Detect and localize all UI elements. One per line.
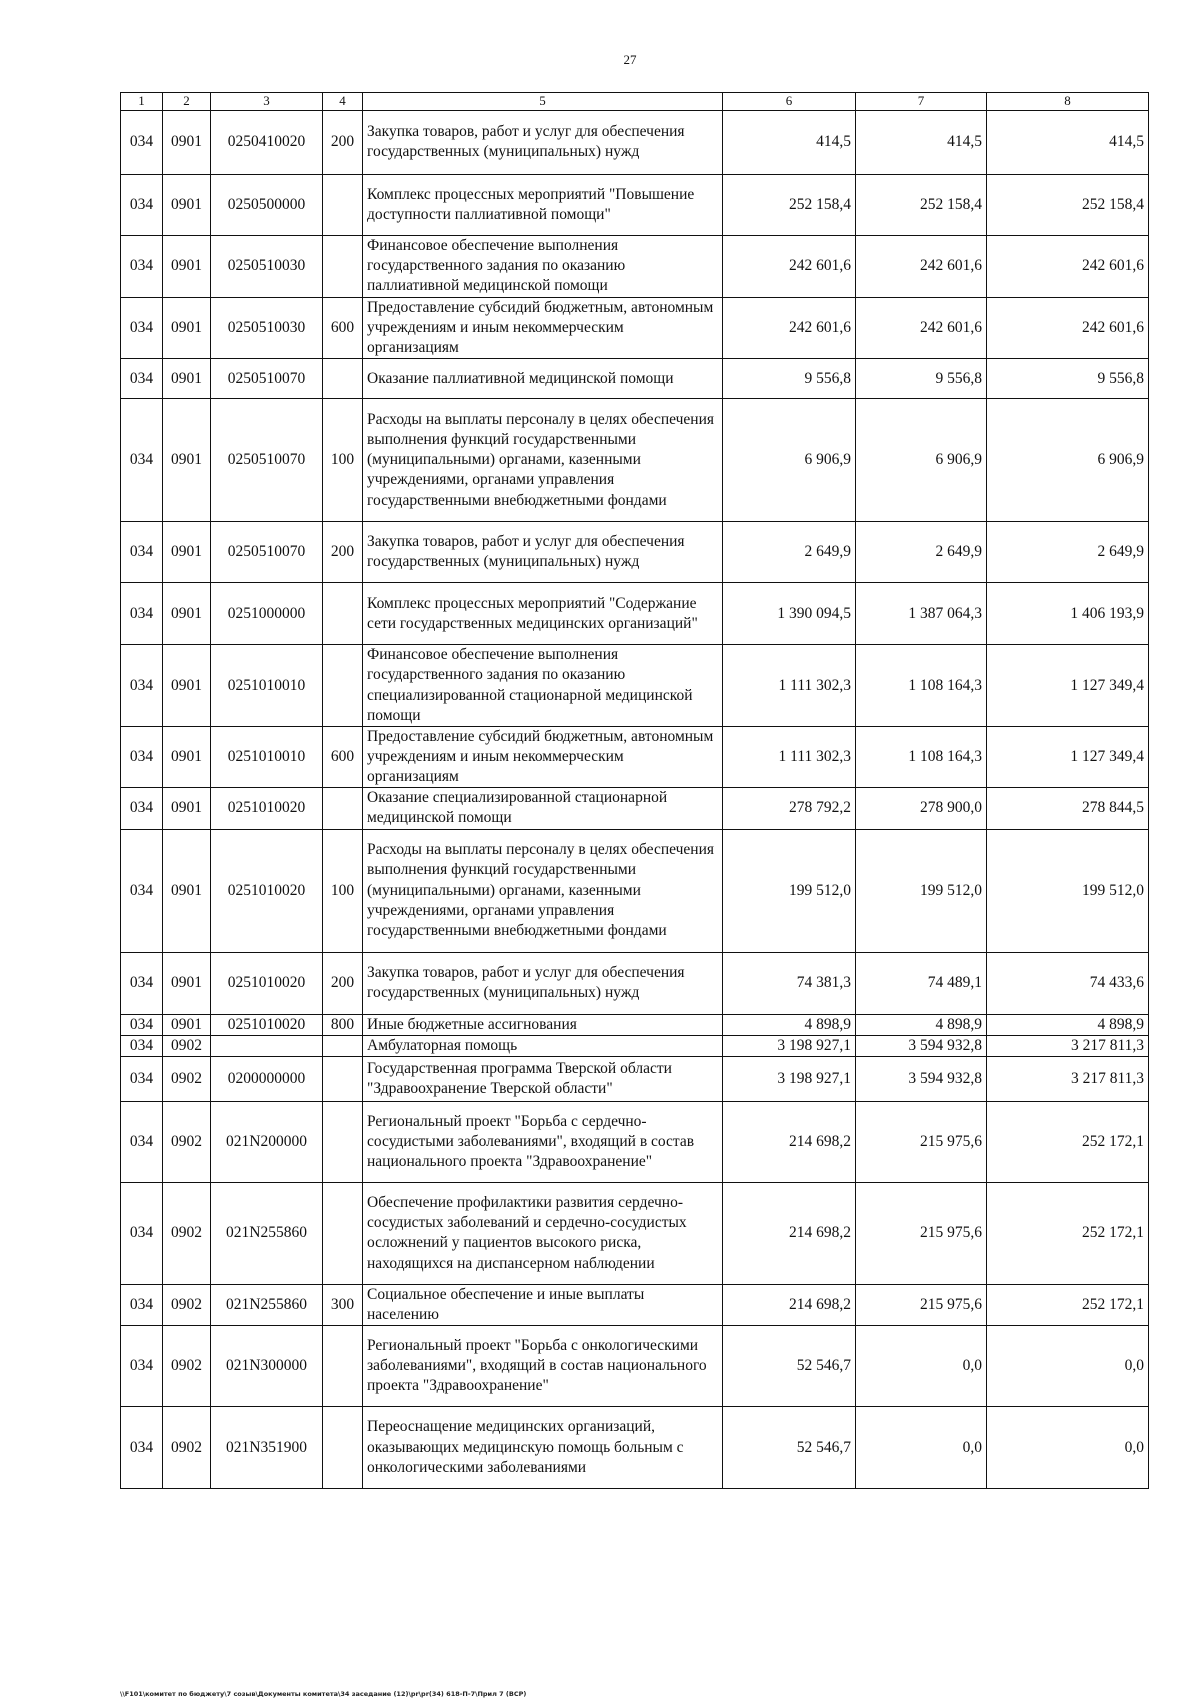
cell-amount-year-3: 0,0 bbox=[987, 1407, 1149, 1489]
cell-amount-year-3: 1 406 193,9 bbox=[987, 583, 1149, 645]
cell-chapter: 034 bbox=[121, 174, 163, 235]
cell-amount-year-1: 9 556,8 bbox=[723, 359, 856, 399]
cell-target-article: 0251010010 bbox=[211, 645, 323, 727]
cell-description: Обеспечение профилактики развития сердечно-сосудистых заболеваний и сердечно-сосудистых осложнений у пациентов высокого риска, находящихся на диспансерном наблюдении bbox=[363, 1182, 723, 1284]
cell-amount-year-3: 1 127 349,4 bbox=[987, 726, 1149, 787]
cell-amount-year-3: 3 217 811,3 bbox=[987, 1035, 1149, 1056]
cell-section: 0901 bbox=[163, 297, 211, 358]
cell-description: Комплекс процессных мероприятий "Содержание сети государственных медицинских организаций" bbox=[363, 583, 723, 645]
cell-target-article: 0250410020 bbox=[211, 110, 323, 174]
cell-section: 0901 bbox=[163, 110, 211, 174]
header-col-6: 6 bbox=[723, 93, 856, 111]
header-col-1: 1 bbox=[121, 93, 163, 111]
cell-amount-year-1: 242 601,6 bbox=[723, 235, 856, 297]
cell-description: Региональный проект "Борьба с сердечно-сосудистыми заболеваниями", входящий в состав национального проекта "Здравоохранение" bbox=[363, 1101, 723, 1182]
cell-amount-year-1: 52 546,7 bbox=[723, 1326, 856, 1407]
cell-amount-year-2: 1 108 164,3 bbox=[856, 726, 987, 787]
footer-file-path: \\F101\комитет по бюджету\7 созыв\Документы комитета\34 заседание (12)\pr\pr(34) 618-П-7\Прил 7 (ВСР) bbox=[120, 1690, 527, 1698]
cell-amount-year-3: 6 906,9 bbox=[987, 399, 1149, 522]
cell-target-article: 0250510070 bbox=[211, 359, 323, 399]
cell-amount-year-2: 3 594 932,8 bbox=[856, 1056, 987, 1101]
cell-amount-year-1: 414,5 bbox=[723, 110, 856, 174]
table-row bbox=[121, 1284, 1149, 1325]
cell-amount-year-3: 3 217 811,3 bbox=[987, 1056, 1149, 1101]
cell-description: Оказание паллиативной медицинской помощи bbox=[363, 359, 723, 399]
table-row bbox=[121, 583, 1149, 645]
cell-amount-year-1: 3 198 927,1 bbox=[723, 1035, 856, 1056]
cell-description: Комплекс процессных мероприятий "Повышение доступности паллиативной помощи" bbox=[363, 174, 723, 235]
cell-amount-year-3: 252 172,1 bbox=[987, 1284, 1149, 1325]
cell-amount-year-1: 199 512,0 bbox=[723, 829, 856, 952]
cell-chapter: 034 bbox=[121, 952, 163, 1014]
table-row bbox=[121, 1056, 1149, 1101]
cell-amount-year-3: 252 172,1 bbox=[987, 1101, 1149, 1182]
cell-section: 0902 bbox=[163, 1182, 211, 1284]
cell-section: 0902 bbox=[163, 1326, 211, 1407]
cell-amount-year-2: 0,0 bbox=[856, 1326, 987, 1407]
cell-amount-year-2: 9 556,8 bbox=[856, 359, 987, 399]
cell-expense-type bbox=[323, 1101, 363, 1182]
cell-section: 0901 bbox=[163, 829, 211, 952]
cell-chapter: 034 bbox=[121, 359, 163, 399]
cell-amount-year-2: 0,0 bbox=[856, 1407, 987, 1489]
table-header bbox=[121, 93, 1149, 111]
cell-amount-year-2: 199 512,0 bbox=[856, 829, 987, 952]
table-row bbox=[121, 399, 1149, 522]
cell-chapter: 034 bbox=[121, 297, 163, 358]
cell-section: 0902 bbox=[163, 1035, 211, 1056]
table-row bbox=[121, 110, 1149, 174]
cell-section: 0901 bbox=[163, 235, 211, 297]
cell-description: Амбулаторная помощь bbox=[363, 1035, 723, 1056]
cell-description: Региональный проект "Борьба с онкологическими заболеваниями", входящий в состав национального проекта "Здравоохранение" bbox=[363, 1326, 723, 1407]
cell-description: Финансовое обеспечение выполнения государственного задания по оказанию специализированной стационарной медицинской помощи bbox=[363, 645, 723, 727]
cell-description: Социальное обеспечение и иные выплаты населению bbox=[363, 1284, 723, 1325]
cell-expense-type bbox=[323, 1326, 363, 1407]
cell-amount-year-1: 3 198 927,1 bbox=[723, 1056, 856, 1101]
cell-target-article: 0251010020 bbox=[211, 788, 323, 829]
cell-amount-year-3: 278 844,5 bbox=[987, 788, 1149, 829]
cell-amount-year-2: 242 601,6 bbox=[856, 297, 987, 358]
cell-target-article: 0250510030 bbox=[211, 235, 323, 297]
cell-target-article: 021N200000 bbox=[211, 1101, 323, 1182]
cell-description: Закупка товаров, работ и услуг для обеспечения государственных (муниципальных) нужд bbox=[363, 952, 723, 1014]
cell-section: 0901 bbox=[163, 952, 211, 1014]
cell-target-article: 0251010020 bbox=[211, 1014, 323, 1035]
cell-amount-year-1: 1 390 094,5 bbox=[723, 583, 856, 645]
cell-target-article: 0200000000 bbox=[211, 1056, 323, 1101]
cell-amount-year-3: 9 556,8 bbox=[987, 359, 1149, 399]
cell-amount-year-2: 3 594 932,8 bbox=[856, 1035, 987, 1056]
table-row bbox=[121, 359, 1149, 399]
cell-target-article: 021N255860 bbox=[211, 1284, 323, 1325]
cell-expense-type bbox=[323, 1035, 363, 1056]
cell-amount-year-3: 414,5 bbox=[987, 110, 1149, 174]
header-col-5: 5 bbox=[363, 93, 723, 111]
cell-section: 0901 bbox=[163, 645, 211, 727]
cell-target-article: 021N300000 bbox=[211, 1326, 323, 1407]
cell-chapter: 034 bbox=[121, 726, 163, 787]
cell-section: 0901 bbox=[163, 522, 211, 583]
cell-amount-year-2: 1 108 164,3 bbox=[856, 645, 987, 727]
table-row bbox=[121, 1014, 1149, 1035]
cell-chapter: 034 bbox=[121, 1407, 163, 1489]
table-row bbox=[121, 726, 1149, 787]
header-row bbox=[121, 93, 1149, 111]
header-col-3: 3 bbox=[211, 93, 323, 111]
cell-amount-year-1: 214 698,2 bbox=[723, 1101, 856, 1182]
cell-amount-year-1: 4 898,9 bbox=[723, 1014, 856, 1035]
cell-amount-year-3: 242 601,6 bbox=[987, 235, 1149, 297]
cell-amount-year-3: 199 512,0 bbox=[987, 829, 1149, 952]
cell-amount-year-3: 74 433,6 bbox=[987, 952, 1149, 1014]
cell-expense-type: 600 bbox=[323, 297, 363, 358]
cell-expense-type: 200 bbox=[323, 952, 363, 1014]
cell-amount-year-1: 1 111 302,3 bbox=[723, 645, 856, 727]
cell-expense-type: 600 bbox=[323, 726, 363, 787]
cell-amount-year-3: 0,0 bbox=[987, 1326, 1149, 1407]
cell-section: 0902 bbox=[163, 1407, 211, 1489]
cell-description: Расходы на выплаты персоналу в целях обеспечения выполнения функций государственными (муниципальными) органами, казенными учреждениями, органами управления государственными внебюджетными фондами bbox=[363, 399, 723, 522]
cell-chapter: 034 bbox=[121, 1284, 163, 1325]
table-row bbox=[121, 522, 1149, 583]
cell-description: Предоставление субсидий бюджетным, автономным учреждениям и иным некоммерческим организациям bbox=[363, 297, 723, 358]
cell-target-article: 021N255860 bbox=[211, 1182, 323, 1284]
table-row bbox=[121, 297, 1149, 358]
cell-expense-type bbox=[323, 788, 363, 829]
cell-chapter: 034 bbox=[121, 1014, 163, 1035]
cell-target-article: 0251010010 bbox=[211, 726, 323, 787]
cell-section: 0902 bbox=[163, 1284, 211, 1325]
cell-expense-type bbox=[323, 235, 363, 297]
cell-amount-year-2: 215 975,6 bbox=[856, 1284, 987, 1325]
header-col-8: 8 bbox=[987, 93, 1149, 111]
cell-expense-type bbox=[323, 645, 363, 727]
cell-section: 0901 bbox=[163, 399, 211, 522]
cell-amount-year-2: 1 387 064,3 bbox=[856, 583, 987, 645]
cell-expense-type: 800 bbox=[323, 1014, 363, 1035]
cell-chapter: 034 bbox=[121, 110, 163, 174]
cell-amount-year-2: 74 489,1 bbox=[856, 952, 987, 1014]
cell-amount-year-1: 214 698,2 bbox=[723, 1182, 856, 1284]
table-body bbox=[121, 110, 1149, 1488]
cell-amount-year-2: 414,5 bbox=[856, 110, 987, 174]
cell-amount-year-1: 278 792,2 bbox=[723, 788, 856, 829]
cell-amount-year-1: 252 158,4 bbox=[723, 174, 856, 235]
table-row bbox=[121, 952, 1149, 1014]
cell-chapter: 034 bbox=[121, 522, 163, 583]
table-row bbox=[121, 1326, 1149, 1407]
cell-amount-year-3: 2 649,9 bbox=[987, 522, 1149, 583]
cell-amount-year-2: 6 906,9 bbox=[856, 399, 987, 522]
header-col-7: 7 bbox=[856, 93, 987, 111]
cell-amount-year-1: 52 546,7 bbox=[723, 1407, 856, 1489]
cell-description: Государственная программа Тверской области "Здравоохранение Тверской области" bbox=[363, 1056, 723, 1101]
cell-section: 0901 bbox=[163, 1014, 211, 1035]
cell-chapter: 034 bbox=[121, 399, 163, 522]
cell-section: 0901 bbox=[163, 174, 211, 235]
cell-chapter: 034 bbox=[121, 1182, 163, 1284]
table-row bbox=[121, 1101, 1149, 1182]
cell-expense-type: 200 bbox=[323, 110, 363, 174]
cell-amount-year-1: 242 601,6 bbox=[723, 297, 856, 358]
header-col-4: 4 bbox=[323, 93, 363, 111]
cell-target-article bbox=[211, 1035, 323, 1056]
cell-target-article: 0250510070 bbox=[211, 399, 323, 522]
cell-description: Оказание специализированной стационарной медицинской помощи bbox=[363, 788, 723, 829]
table-row bbox=[121, 829, 1149, 952]
cell-amount-year-3: 4 898,9 bbox=[987, 1014, 1149, 1035]
cell-description: Переоснащение медицинских организаций, оказывающих медицинскую помощь больным с онкологическими заболеваниями bbox=[363, 1407, 723, 1489]
cell-expense-type: 100 bbox=[323, 399, 363, 522]
cell-target-article: 0250500000 bbox=[211, 174, 323, 235]
cell-target-article: 0250510030 bbox=[211, 297, 323, 358]
cell-chapter: 034 bbox=[121, 788, 163, 829]
cell-amount-year-2: 215 975,6 bbox=[856, 1182, 987, 1284]
cell-expense-type: 200 bbox=[323, 522, 363, 583]
cell-target-article: 021N351900 bbox=[211, 1407, 323, 1489]
table-row bbox=[121, 1182, 1149, 1284]
cell-description: Финансовое обеспечение выполнения государственного задания по оказанию паллиативной медицинской помощи bbox=[363, 235, 723, 297]
cell-target-article: 0251010020 bbox=[211, 829, 323, 952]
cell-chapter: 034 bbox=[121, 235, 163, 297]
cell-description: Иные бюджетные ассигнования bbox=[363, 1014, 723, 1035]
cell-expense-type bbox=[323, 1182, 363, 1284]
cell-description: Закупка товаров, работ и услуг для обеспечения государственных (муниципальных) нужд bbox=[363, 110, 723, 174]
cell-target-article: 0251010020 bbox=[211, 952, 323, 1014]
cell-chapter: 034 bbox=[121, 829, 163, 952]
cell-amount-year-1: 1 111 302,3 bbox=[723, 726, 856, 787]
cell-amount-year-3: 252 172,1 bbox=[987, 1182, 1149, 1284]
cell-amount-year-2: 2 649,9 bbox=[856, 522, 987, 583]
cell-target-article: 0250510070 bbox=[211, 522, 323, 583]
cell-chapter: 034 bbox=[121, 645, 163, 727]
cell-amount-year-3: 242 601,6 bbox=[987, 297, 1149, 358]
table-row bbox=[121, 235, 1149, 297]
cell-amount-year-2: 242 601,6 bbox=[856, 235, 987, 297]
budget-table bbox=[120, 92, 1149, 1489]
table-row bbox=[121, 788, 1149, 829]
cell-chapter: 034 bbox=[121, 1056, 163, 1101]
cell-amount-year-1: 2 649,9 bbox=[723, 522, 856, 583]
cell-expense-type bbox=[323, 359, 363, 399]
table-row bbox=[121, 1035, 1149, 1056]
cell-amount-year-3: 1 127 349,4 bbox=[987, 645, 1149, 727]
cell-chapter: 034 bbox=[121, 1101, 163, 1182]
cell-amount-year-1: 6 906,9 bbox=[723, 399, 856, 522]
cell-amount-year-1: 214 698,2 bbox=[723, 1284, 856, 1325]
cell-description: Расходы на выплаты персоналу в целях обеспечения выполнения функций государственными (муниципальными) органами, казенными учреждениями, органами управления государственными внебюджетными фондами bbox=[363, 829, 723, 952]
cell-amount-year-3: 252 158,4 bbox=[987, 174, 1149, 235]
cell-target-article: 0251000000 bbox=[211, 583, 323, 645]
cell-expense-type bbox=[323, 1407, 363, 1489]
table-row bbox=[121, 174, 1149, 235]
page-number: 27 bbox=[623, 52, 637, 67]
table-row bbox=[121, 1407, 1149, 1489]
cell-chapter: 034 bbox=[121, 1035, 163, 1056]
cell-expense-type: 100 bbox=[323, 829, 363, 952]
cell-amount-year-2: 215 975,6 bbox=[856, 1101, 987, 1182]
cell-section: 0901 bbox=[163, 583, 211, 645]
cell-chapter: 034 bbox=[121, 1326, 163, 1407]
cell-amount-year-2: 252 158,4 bbox=[856, 174, 987, 235]
cell-section: 0901 bbox=[163, 788, 211, 829]
cell-expense-type bbox=[323, 1056, 363, 1101]
cell-amount-year-1: 74 381,3 bbox=[723, 952, 856, 1014]
cell-expense-type bbox=[323, 583, 363, 645]
cell-section: 0902 bbox=[163, 1056, 211, 1101]
table-row bbox=[121, 645, 1149, 727]
cell-description: Предоставление субсидий бюджетным, автономным учреждениям и иным некоммерческим организациям bbox=[363, 726, 723, 787]
cell-section: 0901 bbox=[163, 359, 211, 399]
cell-section: 0901 bbox=[163, 726, 211, 787]
cell-section: 0902 bbox=[163, 1101, 211, 1182]
cell-expense-type bbox=[323, 174, 363, 235]
cell-amount-year-2: 278 900,0 bbox=[856, 788, 987, 829]
cell-expense-type: 300 bbox=[323, 1284, 363, 1325]
cell-amount-year-2: 4 898,9 bbox=[856, 1014, 987, 1035]
cell-description: Закупка товаров, работ и услуг для обеспечения государственных (муниципальных) нужд bbox=[363, 522, 723, 583]
cell-chapter: 034 bbox=[121, 583, 163, 645]
header-col-2: 2 bbox=[163, 93, 211, 111]
